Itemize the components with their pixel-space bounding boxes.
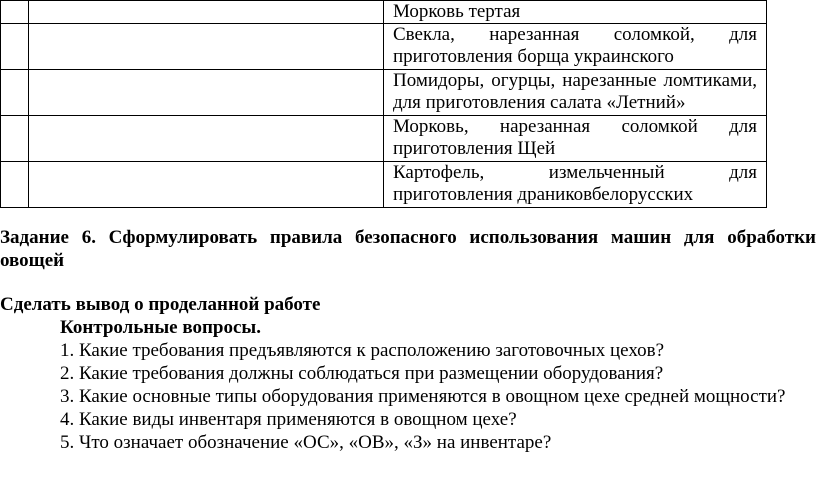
product-line: Картофель, измельченный для — [393, 162, 757, 183]
product-line: приготовления драниковбелорусских — [393, 184, 694, 205]
table-cell-number — [1, 1, 29, 24]
product-line: для приготовления салата «Летний» — [393, 92, 686, 113]
table-cell-number — [1, 70, 29, 116]
list-item: 1. Какие требования предъявляются к расположению заготовочных цехов? — [60, 340, 665, 361]
table-row — [1, 24, 767, 70]
table-cell-number — [1, 116, 29, 162]
table-cell-product — [384, 24, 767, 70]
products-table — [0, 0, 767, 208]
table-row — [1, 70, 767, 116]
product-line: Морковь, нарезанная соломкой для — [393, 116, 757, 137]
table-cell-product — [384, 70, 767, 116]
table-cell-empty — [29, 162, 384, 208]
product-line: приготовления Щей — [393, 138, 556, 159]
conclusion-heading: Сделать вывод о проделанной работе — [0, 294, 321, 315]
product-line: приготовления борща украинского — [393, 46, 674, 67]
table-cell-number — [1, 24, 29, 70]
list-item: 2. Какие требования должны соблюдаться при размещении оборудования? — [60, 363, 664, 384]
list-item: 5. Что означает обозначение «ОС», «ОВ», «З» на инвентаре? — [60, 432, 552, 453]
table-cell-product — [384, 116, 767, 162]
control-questions-title: Контрольные вопросы. — [60, 317, 261, 338]
table-row — [1, 162, 767, 208]
task-6-heading — [0, 226, 816, 272]
table-cell-empty — [29, 24, 384, 70]
table-row — [1, 1, 767, 24]
list-item: 4. Какие виды инвентаря применяются в овощном цехе? — [60, 409, 517, 430]
table-cell-empty — [29, 116, 384, 162]
table-cell-empty — [29, 1, 384, 24]
task-6-line-2: овощей — [0, 250, 65, 271]
table-cell-product — [384, 1, 767, 24]
table-row — [1, 116, 767, 162]
table-cell-number — [1, 162, 29, 208]
product-line: Морковь тертая — [393, 1, 521, 22]
list-item: 3. Какие основные типы оборудования применяются в овощном цехе средней мощности? — [60, 386, 786, 407]
product-line: Помидоры, огурцы, нарезанные ломтиками, — [393, 70, 757, 91]
table-cell-empty — [29, 70, 384, 116]
task-6-line-1: Задание 6. Сформулировать правила безопасного использования машин для обработки — [0, 227, 816, 248]
control-questions-list — [60, 339, 786, 454]
product-line: Свекла, нарезанная соломкой, для — [393, 24, 757, 45]
table-cell-product — [384, 162, 767, 208]
